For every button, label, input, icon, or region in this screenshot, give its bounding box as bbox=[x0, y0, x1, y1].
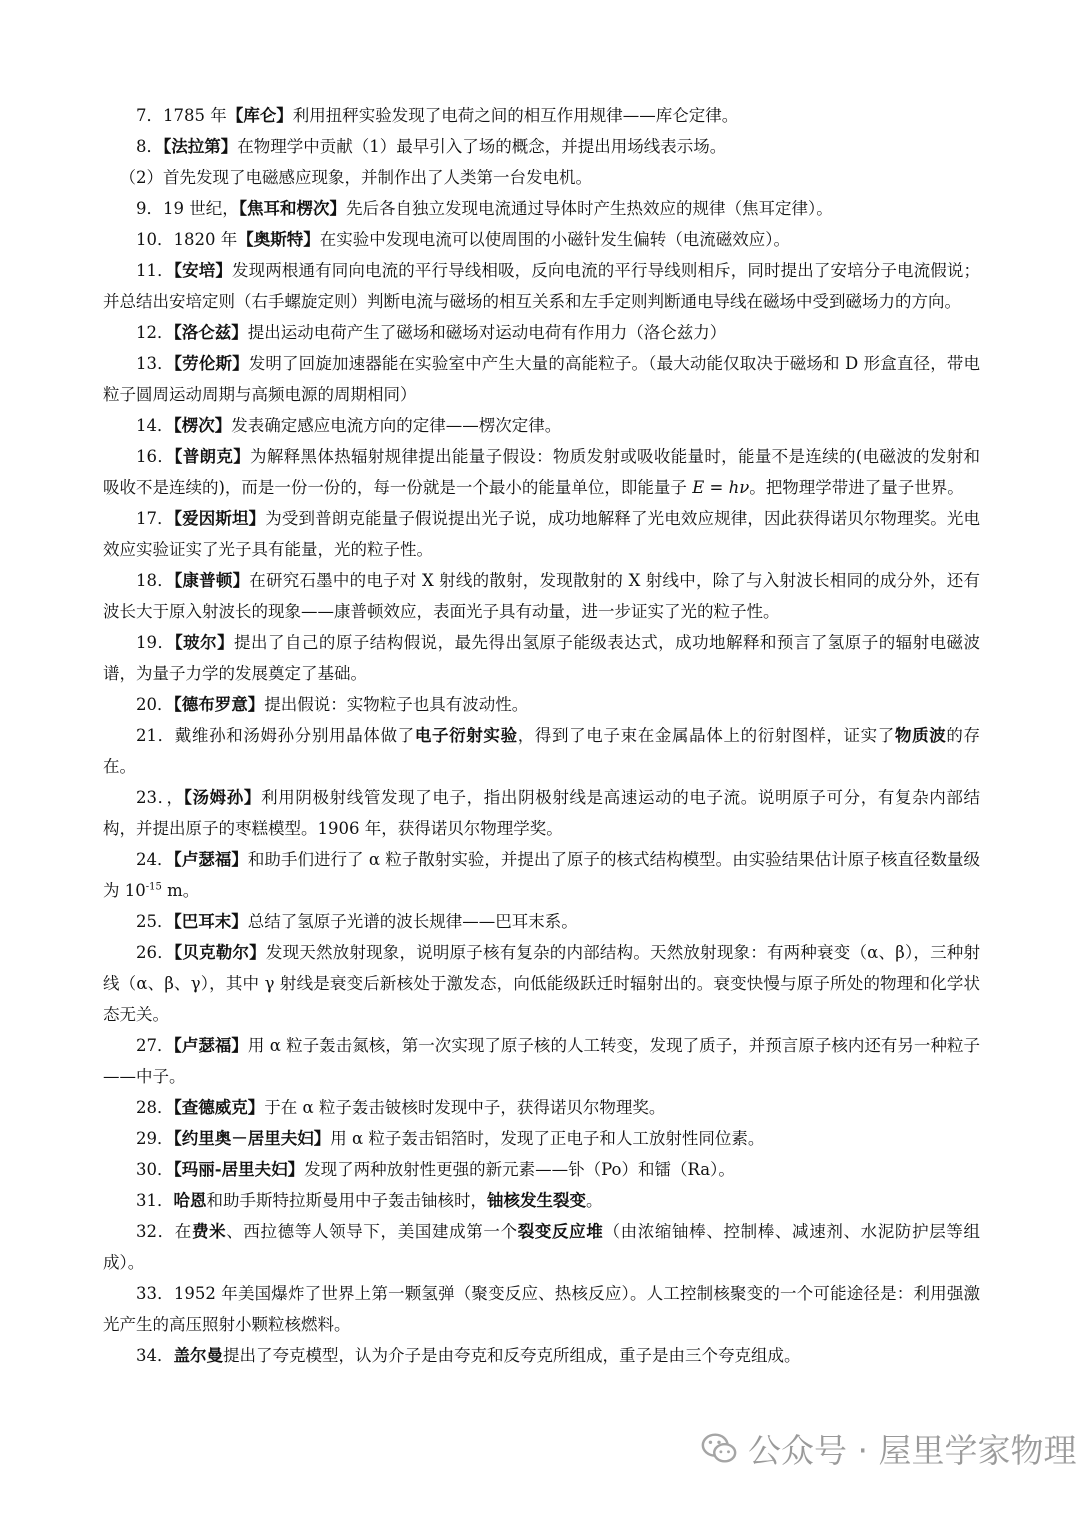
list-item bbox=[103, 937, 980, 1030]
list-item bbox=[103, 1340, 980, 1371]
bold-text: 【普朗克】 bbox=[174, 447, 251, 466]
bold-text: 【德布罗意】 bbox=[173, 695, 265, 714]
item-text: 发表确定感应电流方向的定律——楞次定律。 bbox=[231, 416, 562, 435]
list-item bbox=[103, 503, 980, 565]
item-text: 在物理学中贡献（1）最早引入了场的概念，并提出用场线表示场。 bbox=[237, 137, 727, 156]
bold-text: 费米 bbox=[191, 1222, 227, 1241]
list-item bbox=[103, 1030, 980, 1092]
list-item bbox=[103, 565, 980, 627]
item-text: 为受到普朗克能量子假说提出光子说，成功地解释了光电效应规律，因此获得诺贝尔物理奖。光电效应实验证实了光子具有能量，光的粒子性。 bbox=[103, 509, 980, 559]
list-item bbox=[103, 348, 980, 410]
bold-text: 电子衍射实验 bbox=[414, 726, 518, 745]
bold-text: 盖尔曼 bbox=[173, 1346, 223, 1365]
item-text: 17． bbox=[136, 509, 174, 528]
item-text: 9．19 世纪， bbox=[136, 199, 239, 218]
bold-text: 【汤姆孙】 bbox=[183, 788, 262, 807]
bold-text: 【康普顿】 bbox=[173, 571, 250, 590]
bold-text: 【贝克勒尔】 bbox=[173, 943, 266, 962]
item-text: 20． bbox=[136, 695, 174, 714]
item-text: 发现两根通有同向电流的平行导线相吸，反向电流的平行导线则相斥，同时提出了安培分子电流假说；并总结出安培定则（右手螺旋定则）判断电流与磁场的相互关系和左手定则判断通电导线在磁场中受到磁场力的方向。 bbox=[103, 261, 980, 311]
item-text: （2）首先发现了电磁感应现象，并制作出了人类第一台发电机。 bbox=[119, 168, 592, 187]
watermark bbox=[700, 1420, 1076, 1476]
item-text: 19． bbox=[136, 633, 175, 652]
bold-text: 【卢瑟福】 bbox=[173, 850, 248, 869]
bold-text: 【玻尔】 bbox=[174, 633, 235, 652]
item-text: 。 bbox=[586, 1191, 603, 1210]
list-item bbox=[103, 782, 980, 844]
bold-text: 【安培】 bbox=[173, 261, 232, 280]
item-text: 25． bbox=[136, 912, 174, 931]
item-text: 的存在。 bbox=[103, 726, 981, 776]
item-text: 先后各自独立发现电流通过导体时产生热效应的规律（焦耳定律）。 bbox=[346, 199, 833, 218]
item-text: 13． bbox=[136, 354, 174, 373]
list-item bbox=[103, 1216, 980, 1278]
item-text: 提出假说：实物粒子也具有波动性。 bbox=[264, 695, 529, 714]
item-text: 34． bbox=[136, 1346, 174, 1365]
item-text: 16． bbox=[136, 447, 175, 466]
bold-text: 【库仑】 bbox=[226, 106, 293, 125]
item-text: 30． bbox=[136, 1160, 174, 1179]
item-text: = bbox=[704, 478, 729, 497]
bold-text: 【焦耳和楞次】 bbox=[238, 199, 346, 218]
item-text: 在研究石墨中的电子对 X 射线的散射，发现散射的 X 射线中，除了与入射波长相同的成分外，还有波长大于原入射波长的现象——康普顿效应，表面光子具有动量，进一步证实了光的粒子性。 bbox=[103, 571, 980, 621]
list-item bbox=[103, 627, 980, 689]
italic-text: E bbox=[692, 478, 705, 497]
item-text: 11． bbox=[136, 261, 174, 280]
item-text: 、西拉德等人领导下，美国建成第一个 bbox=[226, 1222, 518, 1241]
list-item bbox=[103, 844, 980, 906]
list-item bbox=[103, 1092, 980, 1123]
bold-text: 【楞次】 bbox=[173, 416, 232, 435]
superscript: -15 bbox=[145, 881, 162, 893]
item-text: 利用扭秤实验发现了电荷之间的相互作用规律——库仑定律。 bbox=[292, 106, 739, 125]
item-text: 18． bbox=[136, 571, 174, 590]
item-text: 28． bbox=[136, 1098, 174, 1117]
bold-text: 裂变反应堆 bbox=[517, 1222, 604, 1241]
bold-text: 【劳伦斯】 bbox=[173, 354, 249, 373]
list-item bbox=[103, 410, 980, 441]
item-text: 33．1952 年美国爆炸了世界上第一颗氢弹（聚变反应、热核反应）。人工控制核聚变的一个可能途径是：利用强激光产生的高压照射小颗粒核燃料。 bbox=[103, 1284, 980, 1334]
item-text: 和助手们进行了 α 粒子散射实验，并提出了原子的核式结构模型。由实验结果估计原子核直径数量级为 10 bbox=[103, 850, 980, 900]
list-item bbox=[103, 720, 980, 782]
bold-text: 【巴耳末】 bbox=[173, 912, 248, 931]
bold-text: 哈恩 bbox=[173, 1191, 207, 1210]
item-text: 10．1820 年 bbox=[136, 230, 238, 249]
list-item bbox=[103, 255, 980, 317]
list-item bbox=[103, 193, 980, 224]
list-item bbox=[103, 441, 980, 503]
list-item bbox=[103, 131, 980, 162]
item-text: 14． bbox=[136, 416, 174, 435]
item-text: 利用阴极射线管发现了电子，指出阴极射线是高速运动的电子流。说明原子可分，有复杂内部结构，并提出原子的枣糕模型。1906 年，获得诺贝尔物理学奖。 bbox=[103, 788, 981, 838]
list-item bbox=[103, 317, 980, 348]
item-text: （由浓缩铀棒、控制棒、减速剂、水泥防护层等组成）。 bbox=[103, 1222, 981, 1272]
item-text: 提出了自己的原子结构假说，最先得出氢原子能级表达式，成功地解释和预言了氢原子的辐射电磁波谱，为量子力学的发展奠定了基础。 bbox=[103, 633, 981, 683]
item-text: 31． bbox=[136, 1191, 174, 1210]
item-text: 24． bbox=[136, 850, 174, 869]
item-text: 为解释黑体热辐射规律提出能量子假设：物质发射或吸收能量时，能量不是连续的(电磁波的发射和吸收不是连续的)，而是一份一份的，每一份就是一个最小的能量单位，即能量子 bbox=[103, 447, 981, 497]
bold-text: 【玛丽-居里夫妇】 bbox=[173, 1160, 305, 1179]
document-body bbox=[103, 100, 980, 1371]
item-text: 发现了两种放射性更强的新元素——钋（Po）和镭（Ra）。 bbox=[304, 1160, 735, 1179]
list-item bbox=[103, 906, 980, 937]
bold-text: 【法拉第】 bbox=[163, 137, 238, 156]
item-text: 在实验中发现电流可以使周围的小磁针发生偏转（电流磁效应）。 bbox=[319, 230, 790, 249]
item-text: m。 bbox=[161, 881, 200, 900]
item-text: 提出了夸克模型，认为介子是由夸克和反夸克所组成，重子是由三个夸克组成。 bbox=[223, 1346, 801, 1365]
item-text: 用 α 粒子轰击氮核，第一次实现了原子核的人工转变，发现了质子，并预言原子核内还有另一种粒子——中子。 bbox=[103, 1036, 980, 1086]
item-text: 于在 α 粒子轰击铍核时发现中子，获得诺贝尔物理奖。 bbox=[264, 1098, 666, 1117]
bold-text: 【爱因斯坦】 bbox=[173, 509, 266, 528]
item-text: 27． bbox=[136, 1036, 174, 1055]
item-text: 发现天然放射现象，说明原子核有复杂的内部结构。天然放射现象：有两种衰变（α、β），三种射线（α、β、γ），其中 γ 射线是衰变后新核处于激发态，向低能级跃迁时辐射出的。衰变快慢与原子所处的物理和化学状态无关。 bbox=[103, 943, 981, 1024]
item-text: 。把物理学带进了量子世界。 bbox=[749, 478, 964, 497]
item-text: 21．戴维孙和汤姆孙分别用晶体做了 bbox=[136, 726, 415, 745]
bold-text: 【洛仑兹】 bbox=[173, 323, 248, 342]
item-text: 8． bbox=[136, 137, 163, 156]
item-text: 26． bbox=[136, 943, 174, 962]
list-item bbox=[103, 1185, 980, 1216]
item-text: 用 α 粒子轰击铝箔时，发现了正电子和人工放射性同位素。 bbox=[330, 1129, 765, 1148]
bold-text: 物质波 bbox=[894, 726, 947, 745]
item-text: 12． bbox=[136, 323, 174, 342]
list-item bbox=[103, 162, 980, 193]
item-text: 发明了回旋加速器能在实验室中产生大量的高能粒子。（最大动能仅取决于磁场和 D 形盒直径，带电粒子圆周运动周期与高频电源的周期相同） bbox=[103, 354, 981, 404]
wechat-icon bbox=[700, 1429, 738, 1467]
item-text: 提出运动电荷产生了磁场和磁场对运动电荷有作用力（洛仑兹力） bbox=[247, 323, 727, 342]
bold-text: 【奥斯特】 bbox=[237, 230, 320, 249]
bold-text: 【卢瑟福】 bbox=[173, 1036, 248, 1055]
list-item bbox=[103, 224, 980, 255]
bold-text: 铀核发生裂变 bbox=[487, 1191, 586, 1210]
item-text: 29． bbox=[136, 1129, 174, 1148]
list-item bbox=[103, 689, 980, 720]
bold-text: 【查德威克】 bbox=[173, 1098, 265, 1117]
item-text: 和助手斯特拉斯曼用中子轰击铀核时， bbox=[206, 1191, 487, 1210]
list-item bbox=[103, 1278, 980, 1340]
item-text: ，得到了电子束在金属晶体上的衍射图样，证实了 bbox=[517, 726, 895, 745]
list-item bbox=[103, 1123, 980, 1154]
watermark-text: 公众号 · 屋里学家物理 bbox=[748, 1430, 1077, 1470]
bold-text: 【约里奥－居里夫妇】 bbox=[173, 1129, 331, 1148]
item-text: 总结了氢原子光谱的波长规律——巴耳末系。 bbox=[247, 912, 578, 931]
italic-text: hν bbox=[728, 478, 750, 497]
list-item bbox=[103, 100, 980, 131]
list-item bbox=[103, 1154, 980, 1185]
item-text: 7．1785 年 bbox=[136, 106, 227, 125]
item-text: 32．在 bbox=[136, 1222, 192, 1241]
item-text: 23．， bbox=[136, 788, 184, 807]
